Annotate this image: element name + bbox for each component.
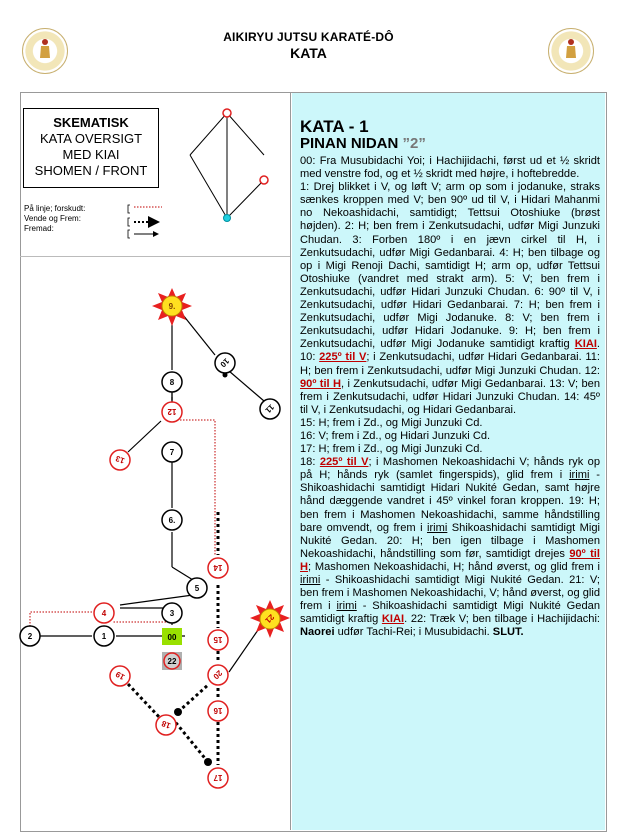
step-21-text: - Shikoashidachi samtidigt Migi Nukité Gedan samtidigt kraftig	[300, 600, 600, 626]
steps-10-12-text: ; i Zenkutsudachi, udfør Hidari Gedanbarai. 11: H; ben frem i Zenkutsudachi, udfør Migi Junzuki Chudan. 12:	[300, 351, 600, 377]
node-label: 11	[263, 402, 276, 415]
step-15: 15: H; frem i Zd., og Migi Junzuki Cd.	[300, 416, 483, 429]
node-4	[94, 603, 114, 623]
kata-subtitle-main: PINAN NIDAN	[300, 135, 399, 152]
steps-01-14	[300, 181, 600, 417]
slut-label: SLUT.	[492, 626, 524, 639]
node-label: 5	[194, 584, 200, 593]
node-5	[187, 578, 207, 598]
turn-225-label: 225º til V	[319, 456, 369, 469]
node-15	[208, 630, 228, 650]
step-18-text: ; i Mashomen Nekoashidachi V; hånds ryk op på H; hånds ryk (samlet fingerspids), glid frem i	[300, 456, 601, 482]
steps-20-21-text: - Shikoashidachi samtidigt Migi Nukité Gedan. 21: V; ben frem i Mashomen Nekoashidachi, V; hånd øverst, og glid frem i	[300, 574, 600, 613]
irimi-label: irimi	[427, 521, 448, 534]
node-label: 6.	[168, 516, 176, 525]
legend-item-forward: Fremad:	[24, 224, 54, 233]
steps-01-09-text: 1: Drej blikket i V, og løft V; arm op som i jodanuke, straks sænkes kroppen med V; ben 90º ud til V, i Hidari Mahanmi no Nekoashidachi, samtidigt; Tettsui Otoshiuke (brøst højden). 2: H; ben frem i Zenkutsudachi, udfør Migi Junzuki Chudan. 3: Forben 180º i en jævn cirkel til H, i Zenkutsudachi, udfør Migi Gedanbarai. 4: H; ben tilbage og op i Migi Renoji Dachi, samtidigt H; arm op, udfør Tettsui Otoshiuke (vandret med strakt arm). 5: V; ben frem i Zenkutsudachi, udfør Hidari Junzuki Chudan. 6: 90º til V, i Zenkutsudachi, udfør Hidari Gedanbarai. 7: H; ben frem i Zenkutsudachi, udfør Migi Jodanuke. 8: V; ben frem i Zenkutsudachi, udfør Hidari Jodanuke. 9: H; ben frem i Zenkutsudachi, udfør Migi Jodanuke samtidigt kraftig	[300, 181, 600, 351]
schematic-line3: MED KIAI	[62, 147, 120, 162]
node-label: 20	[211, 668, 224, 681]
pivot-dot	[174, 708, 182, 716]
node-label: 2	[27, 632, 33, 641]
legend-samples	[128, 205, 162, 238]
node-start-00	[162, 628, 182, 645]
node-label: 7	[169, 448, 175, 457]
step-18-prefix: 18:	[300, 456, 320, 469]
schematic-title: SKEMATISK	[53, 115, 129, 130]
node-7	[162, 442, 182, 462]
steps-19-20-text: Shikoashidachi samtidigt Migi Nukité Gedan. 20: H; ben igen tilbage i Mashomen Nekoashidachi, håndstilling som før, samtidigt drejes	[300, 521, 600, 560]
step-00: 00: Fra Musubidachi Yoi; i Hachijidachi, først ud et ½ skridt med venstre fod, og et ½ skridt med højre, i hoftebredde.	[300, 155, 600, 181]
steps-18-22	[300, 456, 600, 639]
node-10	[215, 353, 235, 373]
node-9	[169, 302, 176, 311]
node-label: 12	[167, 407, 177, 416]
step-22-text: 22: Træk V; ben tilbage i Hachijidachi:	[410, 613, 600, 626]
line-20-21	[229, 630, 258, 672]
node-2	[20, 626, 40, 646]
node-14	[208, 558, 228, 578]
node-11	[260, 399, 280, 419]
node-label: 13	[114, 453, 126, 466]
node-16	[208, 701, 228, 721]
node-label: 15	[213, 635, 223, 644]
node-label: 18	[160, 718, 172, 731]
schematic-line4: SHOMEN / FRONT	[34, 163, 148, 178]
node-8	[162, 372, 182, 392]
node-6	[162, 510, 182, 530]
node-label: 22	[167, 657, 177, 666]
header-subtitle: KATA	[290, 45, 327, 61]
node-label: 8	[169, 378, 175, 387]
irimi-label: irimi	[300, 574, 321, 586]
node-label: 1	[101, 632, 107, 641]
kata-subtitle-quote: ”2”	[402, 135, 426, 152]
node-label: 00	[167, 633, 177, 642]
turn-90-label: 90º til H	[300, 377, 341, 390]
pivot-dot	[204, 758, 212, 766]
node-19	[110, 666, 130, 686]
legend-item-turn: Vende og Frem:	[24, 214, 81, 223]
legend-item-offset: På linje; forskudt:	[24, 204, 86, 213]
kata-description	[300, 118, 600, 639]
node-label: 10	[218, 356, 231, 369]
node-20	[208, 665, 228, 685]
node-label: 4	[101, 609, 107, 618]
irimi-label: irimi	[569, 469, 590, 482]
node-label: 9.	[168, 302, 176, 311]
kiai-label: KIAI	[574, 338, 597, 351]
kata-title: KATA - 1	[300, 117, 369, 136]
step-10-prefix: . 10:	[300, 338, 600, 364]
node-17	[208, 768, 228, 788]
irimi-label: irimi	[336, 600, 357, 613]
kata-subtitle	[300, 136, 600, 152]
kiai-label: KIAI	[381, 613, 405, 626]
node-18	[156, 715, 176, 735]
turn-90-label: 90º til H	[300, 547, 600, 573]
orientation-figure	[190, 109, 268, 222]
step-20-text: ; Mashomen Nekoashidachi, H; hånd øverst, og glid frem i	[308, 560, 600, 573]
node-label: 19	[114, 669, 127, 682]
node-label: 21	[263, 612, 276, 625]
naorei-label: Naorei	[300, 626, 335, 639]
step-17: 17: H; frem i Zd., og Migi Junzuki Cd.	[300, 443, 483, 456]
node-end-22	[162, 652, 182, 670]
node-1	[94, 626, 114, 646]
node-3	[162, 603, 182, 623]
header-title: AIKIRYU JUTSU KARATÉ-DÔ	[223, 30, 394, 44]
step-22-text-b: udfør Tachi-Rei; i Musubidachi.	[334, 626, 493, 639]
node-label: 17	[213, 773, 223, 782]
node-13	[110, 450, 130, 470]
steps-18-19-text: - Shikoashidachi samtidigt Hidari Nukité Gedan, samt højre hånd dæggende vandret i 45º vinkel foran kroppen. 19: H; ben frem i Mashomen Nekoashidachi, samme håndstilling bare omvendt, og frem i	[300, 469, 600, 534]
step-16: 16: V; frem i Zd., og Hidari Junzuki Cd.	[300, 429, 491, 442]
node-label: 14	[213, 563, 223, 572]
schematic-line2: KATA OVERSIGT	[39, 131, 143, 146]
node-label: 16	[213, 706, 223, 715]
node-label: 3	[169, 609, 175, 618]
node-12	[162, 402, 182, 422]
step-21-suffix: .	[404, 613, 408, 626]
steps-12-14-text: , i Zenkutsudachi, udfør Migi Gedanbarai. 13: V; ben frem i Zenkutsudachi, udfør Hidari Junzuki Chudan. 14: 45º til V, i Zenkutsudachi, og Hidari Gedanbarai.	[300, 377, 600, 416]
turn-225-label: 225º til V	[319, 351, 367, 364]
